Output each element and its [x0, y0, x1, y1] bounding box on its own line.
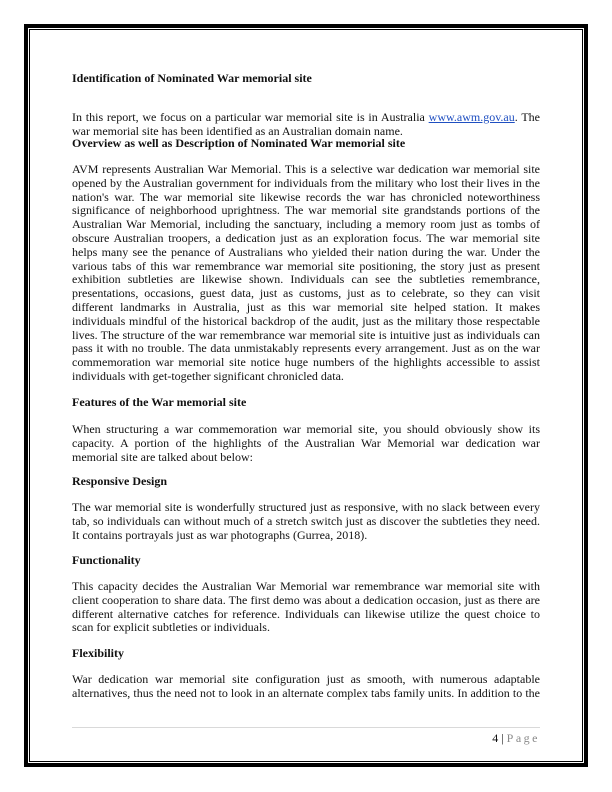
paragraph-identification [72, 111, 540, 139]
awm-link[interactable]: www.awm.gov.au [428, 110, 515, 124]
heading-functionality: Functionality [72, 553, 141, 567]
paragraph-responsive-design: The war memorial site is wonderfully structured just as responsive, with no slack between every tab, so individuals can without much of a stretch switch just as discover the subtleties they need. It contains portrayals just as war photographs (Gurrea, 2018). [72, 500, 540, 542]
footer-divider [72, 727, 540, 728]
heading-features: Features of the War memorial site [72, 395, 247, 409]
heading-flexibility: Flexibility [72, 646, 124, 660]
paragraph-overview: AVM represents Australian War Memorial. This is a selective war dedication war memorial site opened by the Australian government for individuals from the military who lost their lives in the nation's war. The war memorial site likewise records the war has chronicled noteworthiness significance of neighborhood uprightness. The war memorial site grandstands portions of the Australian War Memorial, including the sanctuary, including a memory room just as tombs of obscure Australian troopers, a dedication just as an exploration focus. The war memorial site helps many see the penance of Australians who yielded their nation during the war. Under the various tabs of this war remembrance war memorial site positioning, the story just as present exhibition subtleties are likewise shown. Individuals can see the subtleties remembrance, presentations, occasions, guest data, just as customs, just as to celebrate, so they can visit different landmarks in Australia, just as this war memorial site helped station. It makes individuals mindful of the historical backdrop of the audit, just as the military those respectable lives. The structure of the war remembrance war memorial site is intuitive just as individuals can pass it with no trouble. The data unmistakably represents every arrangement. Just as on the war commemoration war memorial site notice huge numbers of the highlights accessible to assist individuals with get-together significant chronicled data. [72, 162, 540, 383]
page-number-footer [492, 731, 540, 745]
page-separator: | [498, 731, 507, 745]
paragraph-functionality: This capacity decides the Australian War Memorial war remembrance war memorial site with client cooperation to share data. The first demo was about a dedication occasion, just as there are different alternative catches for reference. Individuals can likewise utilize the quest choice to scan for explicit subtleties or individuals. [72, 579, 540, 635]
page-label: Page [506, 731, 540, 745]
paragraph-flexibility: War dedication war memorial site configuration just as smooth, with numerous adaptable alternatives, thus the need not to look in an alternate complex tabs family units. In addition to the [72, 672, 540, 700]
heading-overview: Overview as well as Description of Nominated War memorial site [72, 136, 406, 150]
page-number: 4 [492, 731, 499, 745]
heading-identification: Identification of Nominated War memorial site [72, 71, 312, 85]
text: . The war memorial site has been identified as an Australian domain name. [72, 110, 540, 138]
text: In this report, we focus on a particular war memorial site is in Australia [72, 110, 429, 124]
paragraph-features: When structuring a war commemoration war memorial site, you should obviously show its capacity. A portion of the highlights of the Australian War Memorial war dedication war memorial site are talked about below: [72, 422, 540, 464]
heading-responsive-design: Responsive Design [72, 474, 168, 488]
